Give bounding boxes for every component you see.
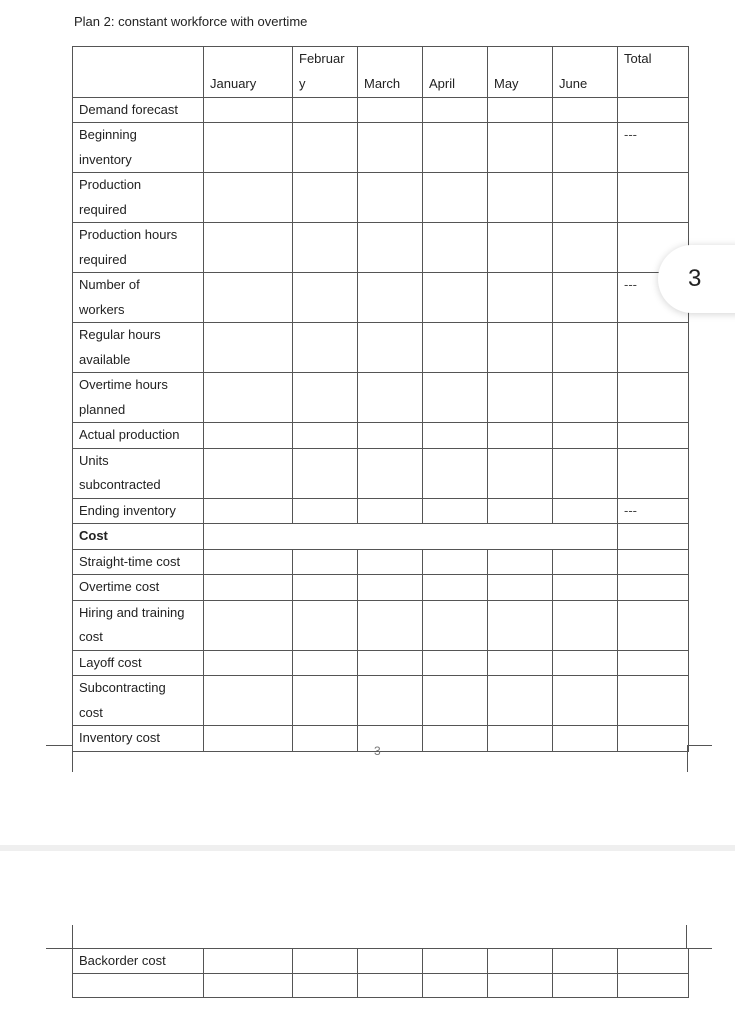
table-row bbox=[73, 676, 689, 726]
table-row bbox=[73, 575, 689, 601]
header-january: January bbox=[204, 47, 293, 98]
page-corner-mark-right bbox=[686, 925, 687, 949]
row-label: Production required bbox=[73, 173, 204, 223]
row-label: Hiring and training cost bbox=[73, 600, 204, 650]
page-indicator-badge[interactable]: 3 bbox=[658, 245, 735, 313]
page-separator bbox=[0, 845, 735, 851]
table-row bbox=[73, 323, 689, 373]
table-row bbox=[73, 974, 689, 998]
page-title: Plan 2: constant workforce with overtime bbox=[74, 14, 308, 29]
row-total: --- bbox=[618, 498, 689, 524]
page-corner-mark-right bbox=[687, 745, 712, 772]
row-label: Regular hours available bbox=[73, 323, 204, 373]
table-header-row bbox=[73, 47, 689, 98]
row-label: Units subcontracted bbox=[73, 448, 204, 498]
row-label: Overtime hours planned bbox=[73, 373, 204, 423]
header-february: Februar y bbox=[293, 47, 358, 98]
row-label: Ending inventory bbox=[73, 498, 204, 524]
table-row bbox=[73, 650, 689, 676]
page-corner-mark-left bbox=[72, 925, 73, 949]
row-total bbox=[618, 448, 689, 498]
header-total: Total bbox=[618, 47, 689, 98]
row-label: Number of workers bbox=[73, 273, 204, 323]
table-row bbox=[73, 448, 689, 498]
table-row bbox=[73, 123, 689, 173]
row-label: Backorder cost bbox=[73, 949, 204, 974]
row-label: Actual production bbox=[73, 423, 204, 449]
page-number: 3 bbox=[374, 744, 381, 758]
row-total bbox=[618, 650, 689, 676]
row-total bbox=[618, 575, 689, 601]
header-march: March bbox=[358, 47, 423, 98]
row-total bbox=[618, 97, 689, 123]
row-total bbox=[618, 373, 689, 423]
row-total bbox=[618, 173, 689, 223]
row-label: Production hours required bbox=[73, 223, 204, 273]
row-label bbox=[73, 974, 204, 998]
row-label: Inventory cost bbox=[73, 726, 204, 752]
row-label: Demand forecast bbox=[73, 97, 204, 123]
table-row bbox=[73, 97, 689, 123]
row-label: Subcontracting cost bbox=[73, 676, 204, 726]
header-may: May bbox=[488, 47, 553, 98]
header-blank-cell bbox=[73, 47, 204, 98]
row-total bbox=[618, 549, 689, 575]
table-row bbox=[73, 173, 689, 223]
row-total bbox=[618, 726, 689, 752]
row-total bbox=[618, 600, 689, 650]
row-label: Cost bbox=[73, 524, 204, 550]
header-april: April bbox=[423, 47, 488, 98]
row-total bbox=[618, 676, 689, 726]
row-label: Straight-time cost bbox=[73, 549, 204, 575]
table-row-cost-section bbox=[73, 524, 689, 550]
row-total: --- bbox=[618, 123, 689, 173]
table-row bbox=[73, 600, 689, 650]
table-row bbox=[73, 223, 689, 273]
table-row bbox=[73, 949, 689, 974]
row-total bbox=[618, 423, 689, 449]
row-total: --- bbox=[618, 273, 689, 323]
header-june: June bbox=[553, 47, 618, 98]
row-label: Beginning inventory bbox=[73, 123, 204, 173]
table-row bbox=[73, 373, 689, 423]
row-label: Layoff cost bbox=[73, 650, 204, 676]
table-row bbox=[73, 498, 689, 524]
aggregate-plan-table-continued bbox=[72, 949, 689, 998]
table-row bbox=[73, 273, 689, 323]
row-total bbox=[618, 323, 689, 373]
row-label: Overtime cost bbox=[73, 575, 204, 601]
table-row bbox=[73, 423, 689, 449]
row-total bbox=[618, 524, 689, 550]
table-row bbox=[73, 549, 689, 575]
aggregate-plan-table bbox=[72, 46, 689, 752]
page-corner-mark-left bbox=[46, 745, 73, 772]
